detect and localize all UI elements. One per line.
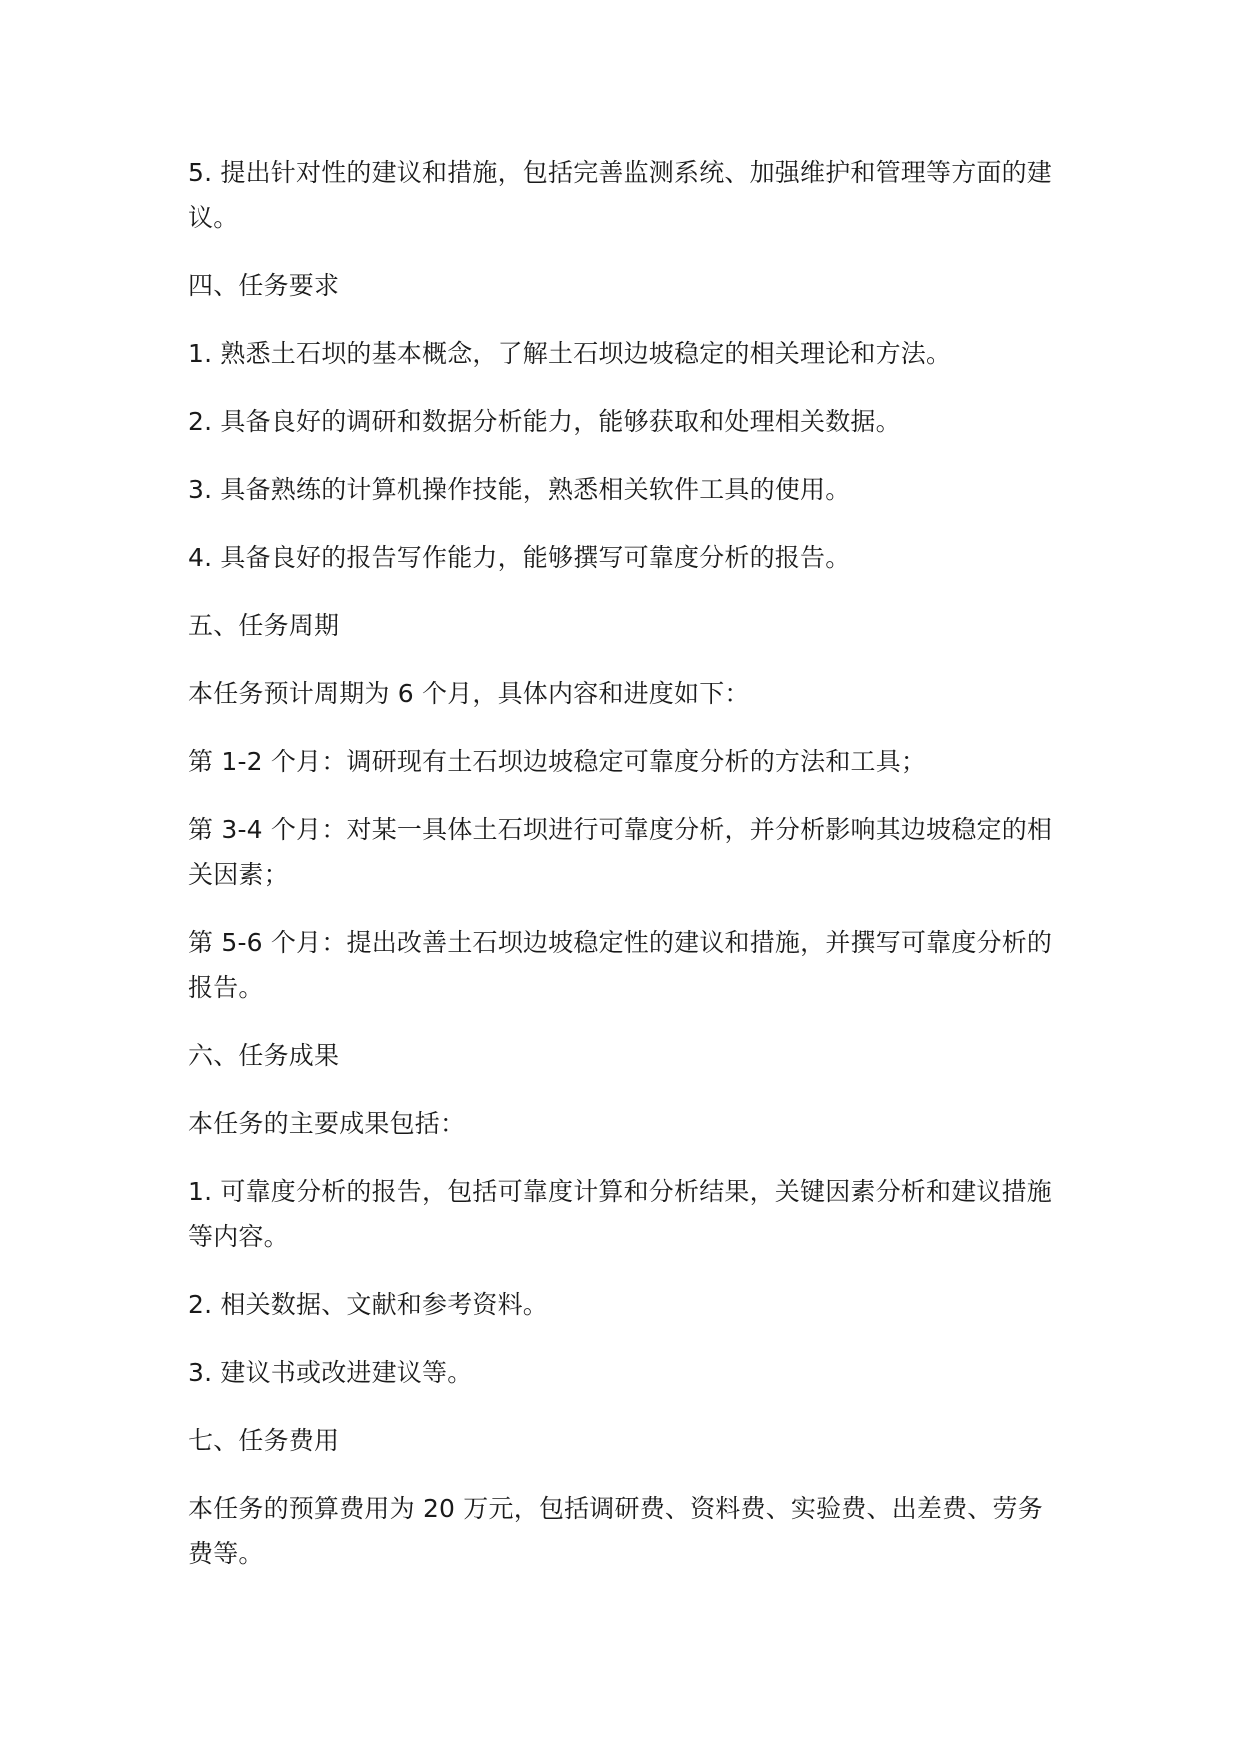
section-heading-task-requirements: 四、任务要求 xyxy=(188,271,340,300)
period-phase-1: 第 1-2 个月：调研现有土石坝边坡稳定可靠度分析的方法和工具； xyxy=(188,747,927,776)
paragraph-item-5-suggestions: 5. 提出针对性的建议和措施，包括完善监测系统、加强维护和管理等方面的建议。 xyxy=(188,158,1053,232)
requirement-item-2: 2. 具备良好的调研和数据分析能力，能够获取和处理相关数据。 xyxy=(188,407,901,436)
result-item-3: 3. 建议书或改进建议等。 xyxy=(188,1358,473,1387)
result-item-1: 1. 可靠度分析的报告，包括可靠度计算和分析结果，关键因素分析和建议措施等内容。 xyxy=(188,1177,1053,1251)
document-body xyxy=(188,150,1058,1599)
section-heading-task-period: 五、任务周期 xyxy=(188,611,340,640)
cost-paragraph: 本任务的预算费用为 20 万元，包括调研费、资料费、实验费、出差费、劳务费等。 xyxy=(188,1494,1043,1568)
period-phase-3: 第 5-6 个月：提出改善土石坝边坡稳定性的建议和措施，并撰写可靠度分析的报告。 xyxy=(188,928,1053,1002)
requirement-item-3: 3. 具备熟练的计算机操作技能，熟悉相关软件工具的使用。 xyxy=(188,475,851,504)
section-heading-task-cost: 七、任务费用 xyxy=(188,1426,340,1455)
results-intro: 本任务的主要成果包括： xyxy=(188,1109,466,1138)
period-intro: 本任务预计周期为 6 个月，具体内容和进度如下： xyxy=(188,679,750,708)
requirement-item-1: 1. 熟悉土石坝的基本概念，了解土石坝边坡稳定的相关理论和方法。 xyxy=(188,339,952,368)
period-phase-2: 第 3-4 个月：对某一具体土石坝进行可靠度分析，并分析影响其边坡稳定的相关因素； xyxy=(188,815,1053,889)
result-item-2: 2. 相关数据、文献和参考资料。 xyxy=(188,1290,549,1319)
section-heading-task-results: 六、任务成果 xyxy=(188,1041,340,1070)
requirement-item-4: 4. 具备良好的报告写作能力，能够撰写可靠度分析的报告。 xyxy=(188,543,851,572)
